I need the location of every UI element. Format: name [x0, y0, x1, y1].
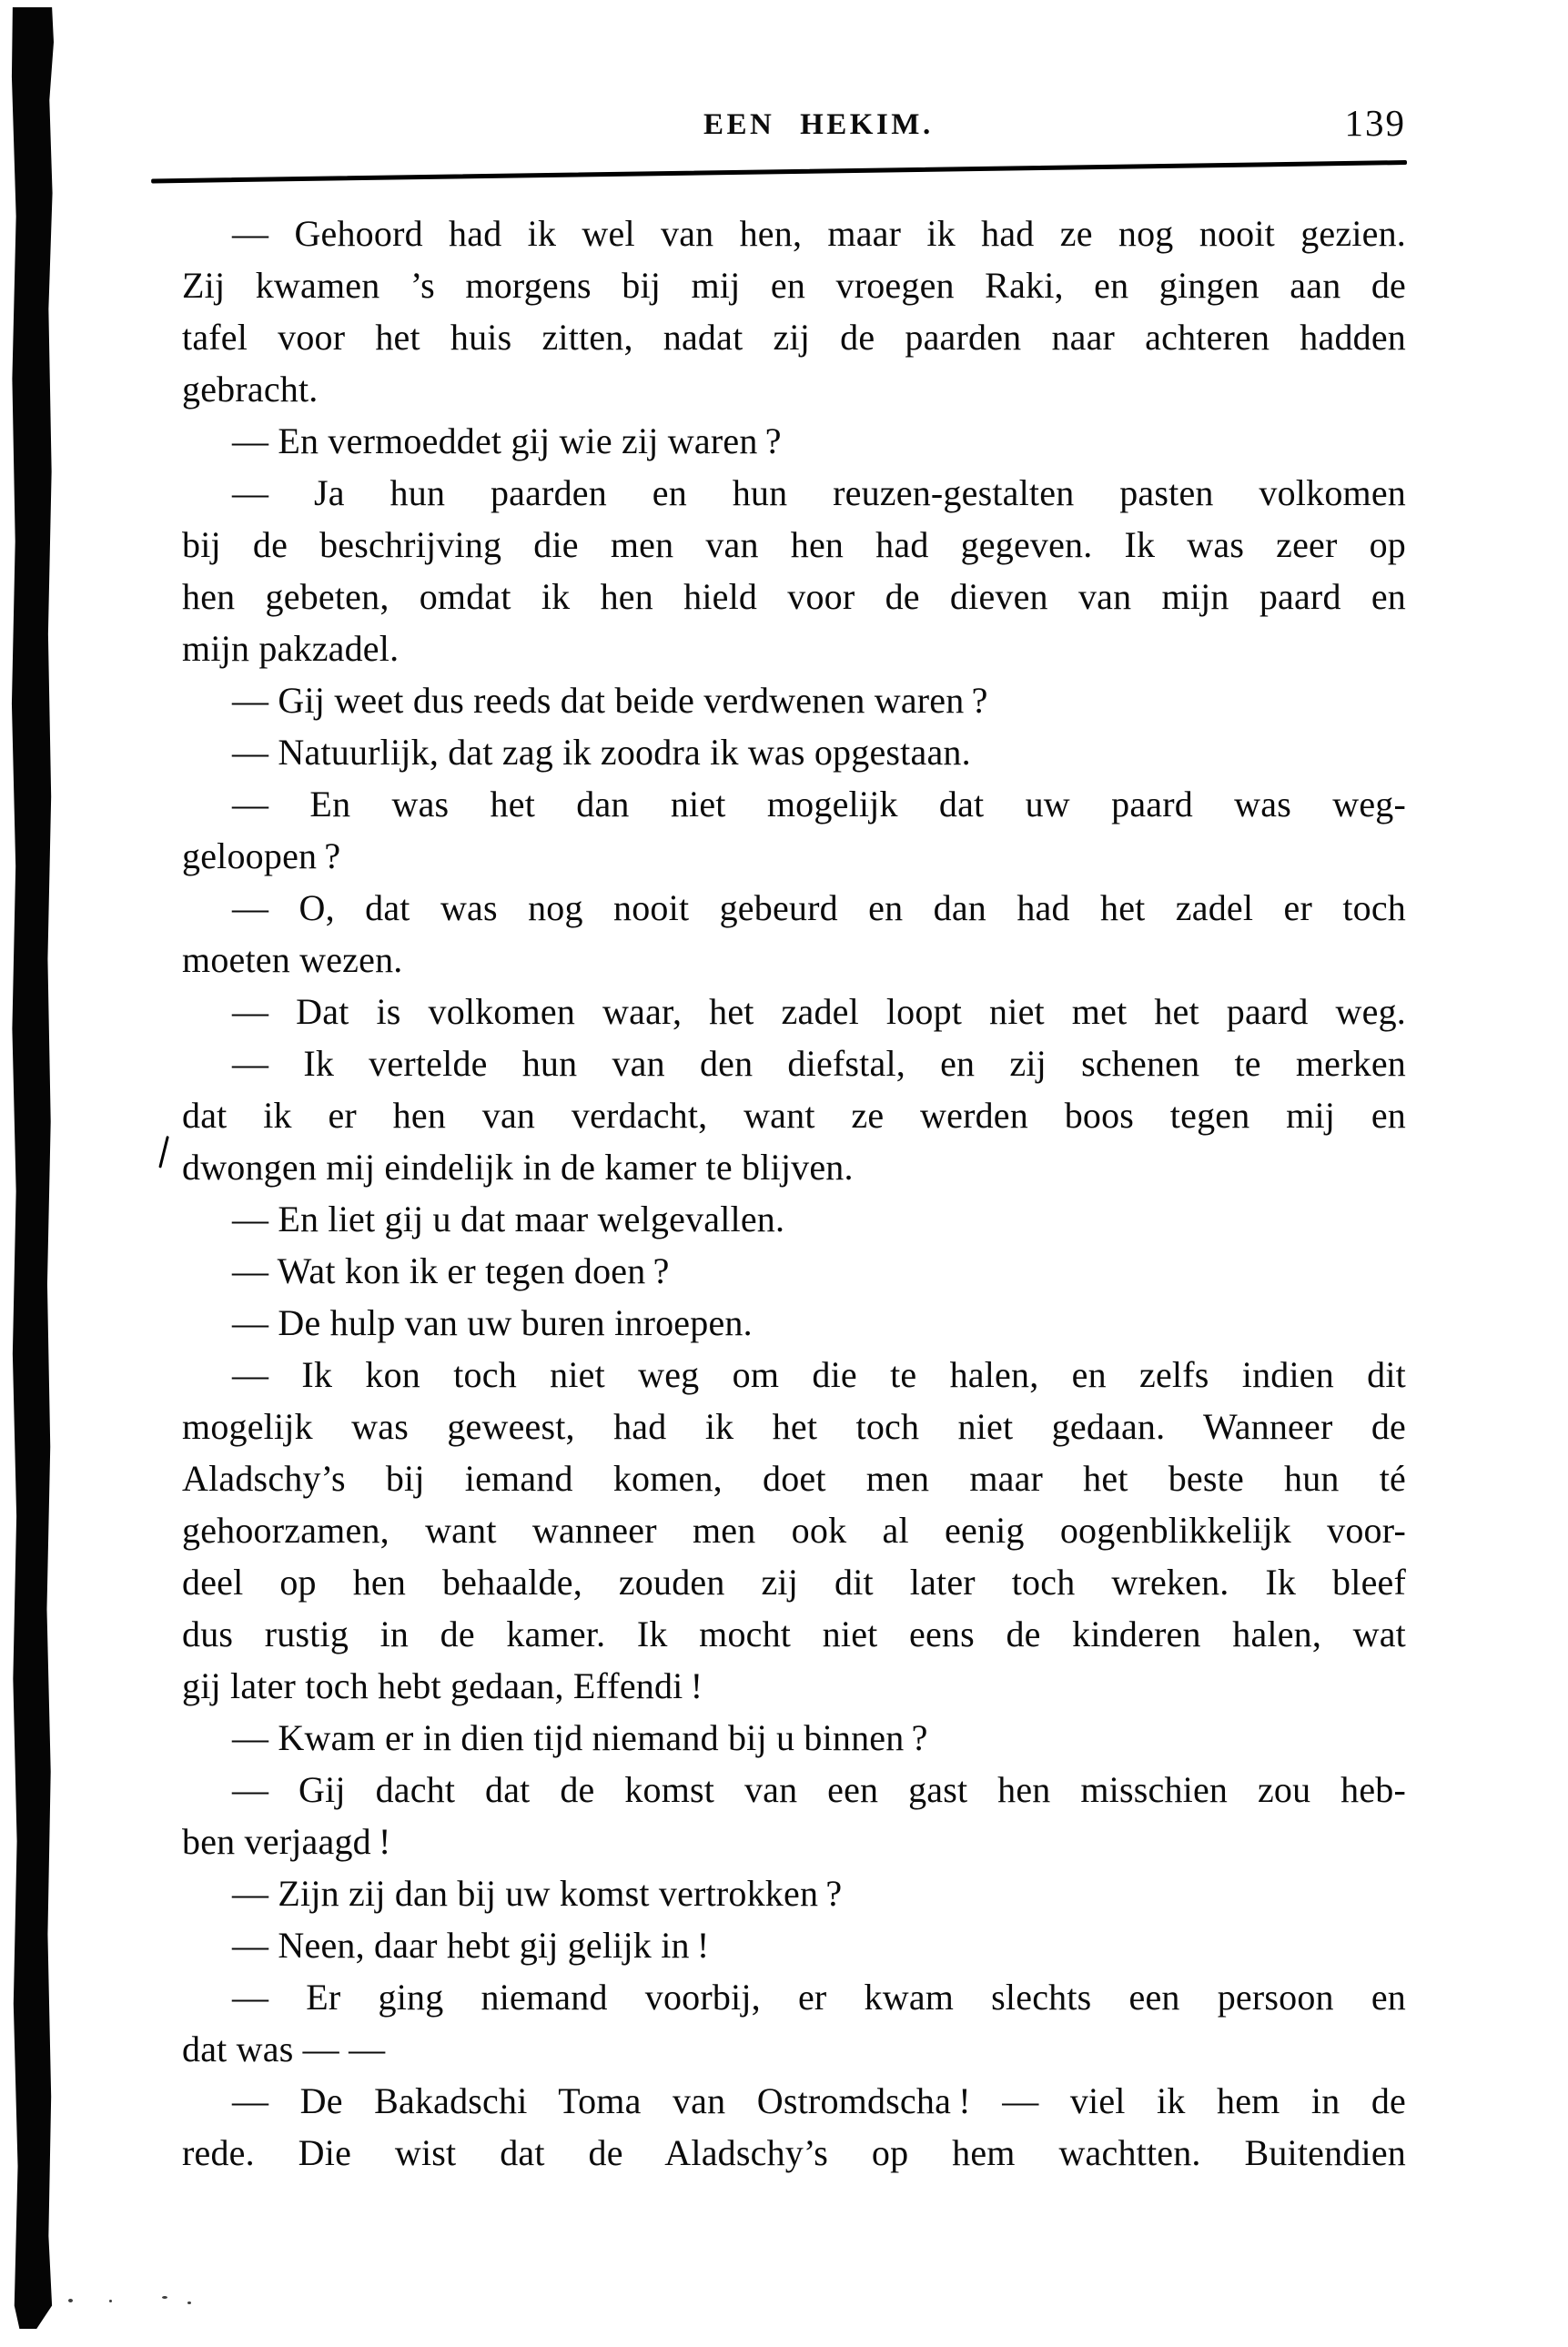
scan-artifact-stroke — [158, 1136, 169, 1168]
scan-speckle — [68, 2299, 73, 2302]
text-line: dwongen mij eindelijk in de kamer te blijven. — [182, 1147, 854, 1188]
header-rule — [151, 160, 1407, 183]
text-line: gij later toch hebt gedaan, Effendi ! — [182, 1665, 703, 1706]
text-line: — En was het dan niet mogelijk dat uw paard was weg- — [232, 784, 1406, 824]
text-line: Aladschy’s bij iemand komen, doet men maar het beste hun té — [182, 1458, 1406, 1499]
text-line: dus rustig in de kamer. Ik mocht niet eens de kinderen halen, wat — [182, 1614, 1406, 1654]
text-line: ben verjaagd ! — [182, 1821, 391, 1862]
scan-speckle — [162, 2296, 167, 2299]
text-line: gehoorzamen, want wanneer men ook al eenig oogenblikkelijk voor- — [182, 1510, 1406, 1551]
text-line: — Kwam er in dien tijd niemand bij u binnen ? — [232, 1717, 928, 1758]
scan-speckle — [109, 2300, 112, 2302]
scan-border-band — [11, 7, 54, 2329]
text-line: deel op hen behaalde, zouden zij dit later toch wreken. Ik bleef — [182, 1562, 1406, 1603]
text-line: — Gij weet dus reeds dat beide verdwenen waren ? — [232, 680, 988, 721]
text-line: mogelijk was geweest, had ik het toch niet gedaan. Wanneer de — [182, 1406, 1406, 1447]
text-line: — O, dat was nog nooit gebeurd en dan had het zadel er toch — [232, 887, 1406, 928]
text-line: — Wat kon ik er tegen doen ? — [232, 1250, 670, 1291]
page-number: 139 — [1344, 102, 1406, 144]
scan-speckle — [187, 2301, 191, 2304]
text-line: — Gij dacht dat de komst van een gast hen misschien zou heb- — [232, 1769, 1406, 1810]
text-line: hen gebeten, omdat ik hen hield voor de dieven van mijn paard en — [182, 576, 1406, 617]
text-line: — Ja hun paarden en hun reuzen-gestalten pasten volkomen — [232, 472, 1406, 513]
text-line: moeten wezen. — [182, 939, 403, 980]
text-line: bij de beschrijving die men van hen had gegeven. Ik was zeer op — [182, 524, 1406, 565]
text-line: — De Bakadschi Toma van Ostromdscha ! — viel ik hem in de — [232, 2080, 1406, 2121]
text-line: Zij kwamen ’s morgens bij mij en vroegen Raki, en gingen aan de — [182, 265, 1406, 306]
text-line: — En liet gij u dat maar welgevallen. — [232, 1199, 785, 1239]
text-line: — Neen, daar hebt gij gelijk in ! — [232, 1925, 710, 1966]
text-line: — De hulp van uw buren inroepen. — [232, 1302, 753, 1343]
text-line: — En vermoeddet gij wie zij waren ? — [232, 420, 782, 461]
text-line: rede. Die wist dat de Aladschy’s op hem wachtten. Buitendien — [182, 2132, 1406, 2173]
text-line: geloopen ? — [182, 835, 341, 876]
text-line: mijn pakzadel. — [182, 628, 400, 669]
text-line: dat ik er hen van verdacht, want ze werden boos tegen mij en — [182, 1095, 1406, 1136]
text-line: dat was — — — [182, 2028, 386, 2069]
body-text — [182, 207, 1406, 2179]
text-line: — Zijn zij dan bij uw komst vertrokken ? — [232, 1873, 843, 1914]
running-title: EEN HEKIM. — [703, 108, 934, 141]
text-line: — Dat is volkomen waar, het zadel loopt niet met het paard weg. — [232, 991, 1406, 1032]
text-line: — Natuurlijk, dat zag ik zoodra ik was opgestaan. — [232, 732, 971, 773]
text-line: gebracht. — [182, 369, 319, 410]
text-line: tafel voor het huis zitten, nadat zij de paarden naar achteren hadden — [182, 317, 1406, 358]
text-line: — Er ging niemand voorbij, er kwam slechts een persoon en — [232, 1977, 1406, 2018]
text-line: — Ik vertelde hun van den diefstal, en zij schenen te merken — [232, 1043, 1406, 1084]
text-line: — Gehoord had ik wel van hen, maar ik had ze nog nooit gezien. — [232, 213, 1406, 254]
text-line: — Ik kon toch niet weg om die te halen, en zelfs indien dit — [232, 1354, 1406, 1395]
